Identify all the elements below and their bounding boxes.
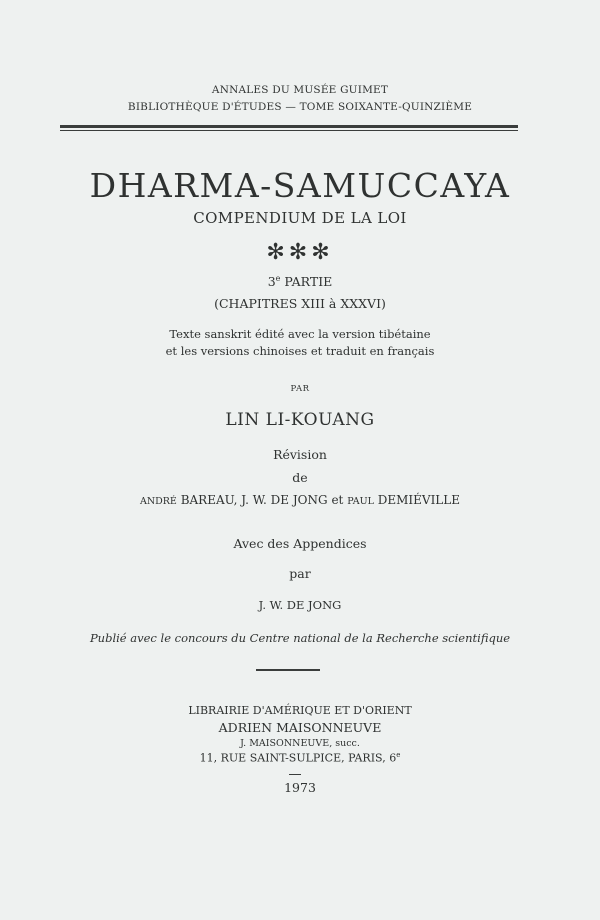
publisher-address-sup: e [396,751,401,759]
edition-description [0,326,600,360]
asterism-ornament: ✻✻✻ [266,240,334,265]
appendices-label: Avec des Appendices [233,536,367,551]
revision-label: Révision [273,447,327,462]
publisher-address [0,751,600,765]
revision-de: de [292,470,308,485]
year-dash [289,774,301,775]
part-number-suffix: e [275,274,281,283]
by-label: PAR [290,384,310,394]
reviser-3-firstname: PAUL [347,496,374,507]
book-subtitle: COMPENDIUM DE LA LOI [193,209,407,227]
appendices-author: J. W. DE JONG [258,598,342,612]
appendices-par: par [289,566,311,581]
revisors-line [0,493,600,507]
description-line-1: Texte sanskrit édité avec la version tibétaine [169,327,431,341]
reviser-2-name: J. W. DE JONG [241,493,328,507]
publication-year: 1973 [284,780,316,795]
book-title: DHARMA-SAMUCCAYA [89,166,511,205]
publisher-line-3: J. MAISONNEUVE, succ. [240,738,360,749]
header-rule-thick [60,125,518,128]
part-number-value: 3 [267,274,276,290]
reviser-3-lastname: DEMIÉVILLE [377,493,461,507]
series-line-1: ANNALES DU MUSÉE GUIMET [211,84,389,96]
revision-et: et [331,493,344,507]
publisher-line-2: ADRIEN MAISONNEUVE [218,720,382,735]
publisher-address-main: 11, RUE SAINT-SULPICE, PARIS, 6 [199,751,397,765]
middle-rule [256,669,320,671]
series-header [0,82,600,116]
reviser-1-lastname: BAREAU, [180,493,238,507]
description-line-2: et les versions chinoises et traduit en français [165,344,435,358]
part-number [0,274,600,289]
part-label: PARTIE [284,274,333,290]
chapters-range: (CHAPITRES XIII à XXXVI) [214,296,386,311]
series-line-2: BIBLIOTHÈQUE D'ÉTUDES — TOME SOIXANTE-QUINZIÈME [127,101,473,113]
author-name: LIN LI-KOUANG [225,410,375,430]
header-rule-thin [60,130,518,131]
publication-credit: Publié avec le concours du Centre national de la Recherche scientifique [89,631,511,645]
reviser-1-firstname: ANDRÉ [139,496,177,507]
publisher-line-1: LIBRAIRIE D'AMÉRIQUE ET D'ORIENT [188,704,412,717]
